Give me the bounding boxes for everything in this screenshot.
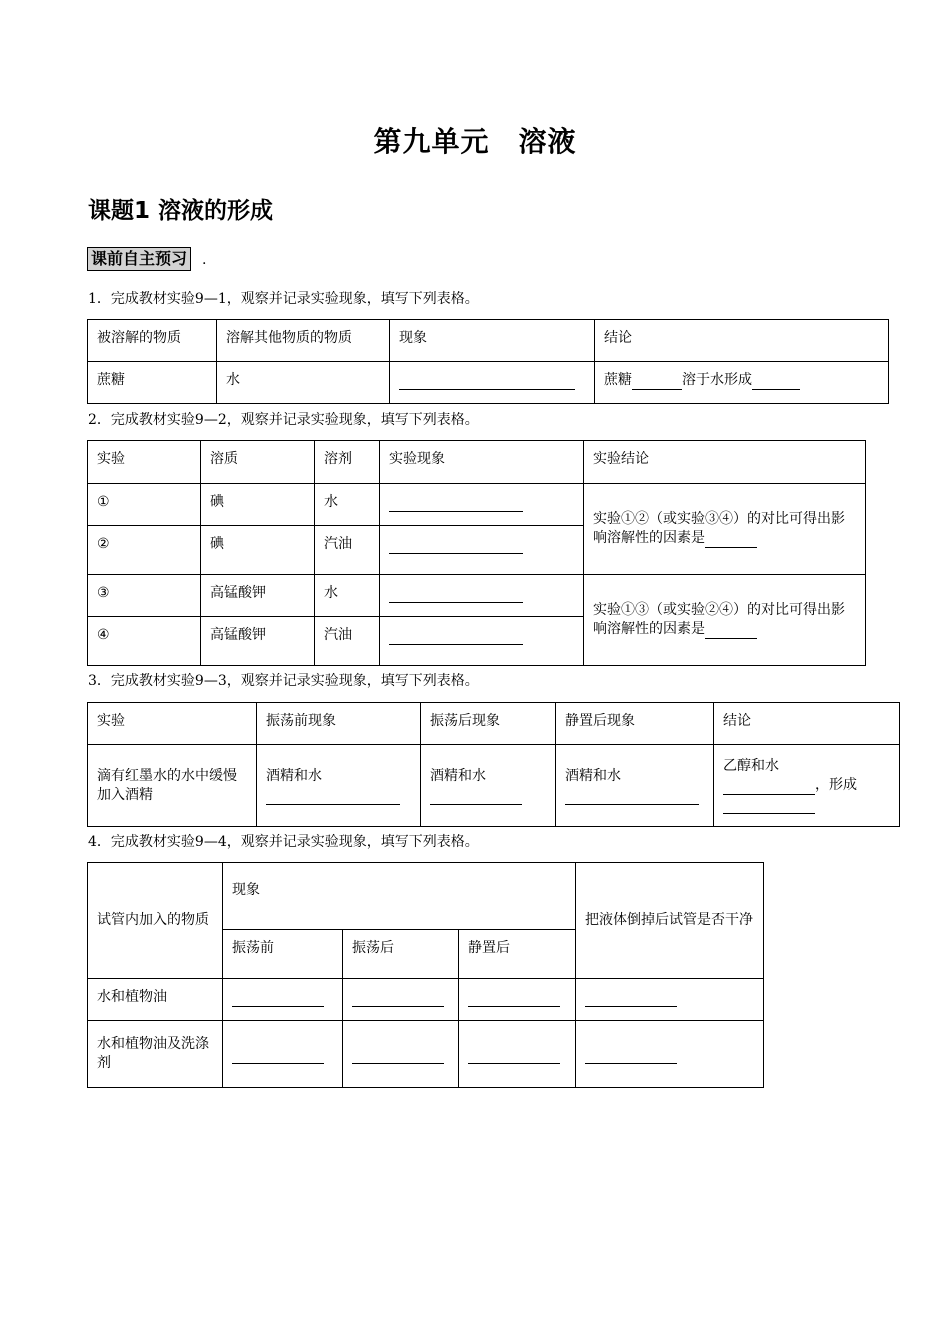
- table-q3: [87, 702, 900, 827]
- q2-row2-phenomenon: [380, 526, 584, 575]
- answer-blank[interactable]: [585, 1049, 677, 1064]
- answer-blank[interactable]: [399, 375, 575, 390]
- question-2-prompt: 2．完成教材实验9—2，观察并记录实验现象，填写下列表格。: [88, 412, 479, 428]
- q3-after-text: 酒精和水: [430, 767, 486, 784]
- q1-cell-phenomenon: [390, 362, 595, 404]
- q2-row1-solute: 碘: [201, 484, 315, 526]
- q4-header-substance: 试管内加入的物质: [88, 863, 223, 979]
- q3-header-after: 振荡后现象: [421, 703, 556, 745]
- answer-blank[interactable]: [723, 799, 815, 814]
- q2-header-solvent: 溶剂: [315, 441, 380, 484]
- q3-cell-before: [257, 745, 421, 827]
- q1-header-solvent: 溶解其他物质的物质: [217, 320, 390, 362]
- table-q4: [87, 862, 764, 1088]
- answer-blank[interactable]: [389, 539, 523, 554]
- answer-blank[interactable]: [266, 790, 400, 805]
- answer-blank[interactable]: [565, 790, 699, 805]
- q1-cell-solvent: 水: [217, 362, 390, 404]
- answer-blank[interactable]: [352, 992, 444, 1007]
- q4-header-clean: 把液体倒掉后试管是否干净: [576, 863, 764, 979]
- answer-blank[interactable]: [232, 1049, 324, 1064]
- q2-conclusion-1-text: 实验①②（或实验③④）的对比可得出影响溶解性的因素是: [593, 511, 845, 546]
- q3-header-exp: 实验: [88, 703, 257, 745]
- q3-header-conclusion: 结论: [714, 703, 900, 745]
- answer-blank[interactable]: [232, 992, 324, 1007]
- q1-header-solute: 被溶解的物质: [88, 320, 217, 362]
- q3-cell-exp: 滴有红墨水的水中缓慢加入酒精: [88, 745, 257, 827]
- q2-header-phenomenon: 实验现象: [380, 441, 584, 484]
- q1-header-phenomenon: 现象: [390, 320, 595, 362]
- q2-row2-solute: 碘: [201, 526, 315, 575]
- q4-sub-before: 振荡前: [223, 930, 343, 979]
- q4-row2-after: [343, 1021, 459, 1088]
- q2-conclusion-2-text: 实验①③（或实验②④）的对比可得出影响溶解性的因素是: [593, 602, 845, 637]
- q3-settled-text: 酒精和水: [565, 767, 621, 784]
- answer-blank[interactable]: [468, 992, 560, 1007]
- q3-cell-conclusion: [714, 745, 900, 827]
- q2-header-solute: 溶质: [201, 441, 315, 484]
- q3-conclusion-b: ，形成: [815, 777, 857, 793]
- answer-blank[interactable]: [752, 375, 800, 390]
- q3-header-settled: 静置后现象: [556, 703, 714, 745]
- answer-blank[interactable]: [389, 630, 523, 645]
- q2-conclusion-2: [584, 575, 866, 666]
- answer-blank[interactable]: [585, 992, 677, 1007]
- table-q1: [87, 319, 889, 404]
- q3-conclusion-a: 乙醇和水: [723, 758, 779, 774]
- q4-row2-settled: [459, 1021, 576, 1088]
- answer-blank[interactable]: [352, 1049, 444, 1064]
- q4-row1-substance: 水和植物油: [88, 979, 223, 1021]
- q2-row1-solvent: 水: [315, 484, 380, 526]
- q2-row1-phenomenon: [380, 484, 584, 526]
- badge-dot: .: [202, 252, 207, 268]
- q4-row1-before: [223, 979, 343, 1021]
- q2-row3-solvent: 水: [315, 575, 380, 617]
- q4-row1-clean: [576, 979, 764, 1021]
- q3-header-before: 振荡前现象: [257, 703, 421, 745]
- q2-row4-solvent: 汽油: [315, 617, 380, 666]
- answer-blank[interactable]: [705, 624, 757, 639]
- q1-conclusion-b: 溶于水形成: [682, 372, 752, 388]
- q2-header-conclusion: 实验结论: [584, 441, 866, 484]
- answer-blank[interactable]: [632, 375, 682, 390]
- answer-blank[interactable]: [723, 780, 815, 795]
- answer-blank[interactable]: [389, 588, 523, 603]
- q2-row3-phenomenon: [380, 575, 584, 617]
- q4-sub-after: 振荡后: [343, 930, 459, 979]
- q4-sub-settled: 静置后: [459, 930, 576, 979]
- q2-row2-exp: ②: [88, 526, 201, 575]
- q3-cell-after: [421, 745, 556, 827]
- question-3-prompt: 3．完成教材实验9—3，观察并记录实验现象，填写下列表格。: [88, 673, 479, 689]
- q4-row2-substance: 水和植物油及洗涤剂: [88, 1021, 223, 1088]
- answer-blank[interactable]: [468, 1049, 560, 1064]
- q2-row4-phenomenon: [380, 617, 584, 666]
- table-q2: [87, 440, 866, 666]
- q3-cell-settled: [556, 745, 714, 827]
- q4-header-phenomenon: 现象: [223, 863, 576, 930]
- q4-row2-clean: [576, 1021, 764, 1088]
- question-4-prompt: 4．完成教材实验9—4，观察并记录实验现象，填写下列表格。: [88, 834, 479, 850]
- q2-row4-exp: ④: [88, 617, 201, 666]
- q2-row3-exp: ③: [88, 575, 201, 617]
- question-1-prompt: 1．完成教材实验9—1，观察并记录实验现象，填写下列表格。: [88, 291, 479, 307]
- answer-blank[interactable]: [705, 533, 757, 548]
- q4-row1-settled: [459, 979, 576, 1021]
- q2-row2-solvent: 汽油: [315, 526, 380, 575]
- answer-blank[interactable]: [430, 790, 522, 805]
- page-title: 第九单元 溶液: [373, 125, 577, 158]
- q1-cell-solute: 蔗糖: [88, 362, 217, 404]
- q2-header-exp: 实验: [88, 441, 201, 484]
- q2-row4-solute: 高锰酸钾: [201, 617, 315, 666]
- q4-row2-before: [223, 1021, 343, 1088]
- section-badge: 课前自主预习: [87, 247, 191, 271]
- q1-cell-conclusion: [595, 362, 889, 404]
- q2-row3-solute: 高锰酸钾: [201, 575, 315, 617]
- lesson-title: 课题1 溶液的形成: [88, 198, 274, 224]
- q4-row1-after: [343, 979, 459, 1021]
- q2-row1-exp: ①: [88, 484, 201, 526]
- answer-blank[interactable]: [389, 497, 523, 512]
- q1-conclusion-a: 蔗糖: [604, 372, 632, 388]
- q2-conclusion-1: [584, 484, 866, 575]
- q1-header-conclusion: 结论: [595, 320, 889, 362]
- q3-before-text: 酒精和水: [266, 767, 322, 784]
